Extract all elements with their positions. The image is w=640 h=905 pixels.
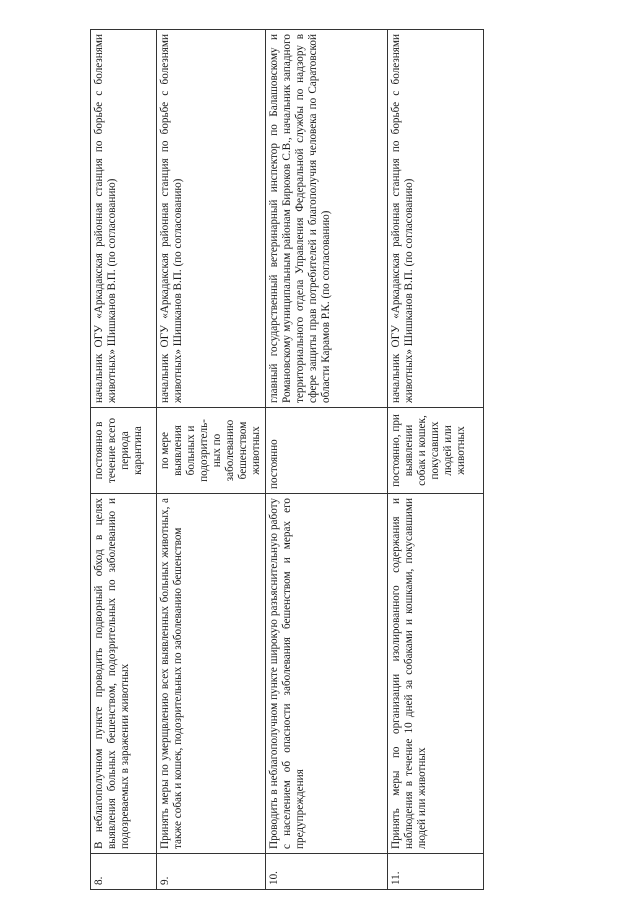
- measure-text: Проводить в неблагополучном пункте широкую разъяснительную работу с населением об опасности заболевания бешенством и мерах его предупреждения: [266, 494, 388, 854]
- responsible-text: главный государственный ветеринарный инспектор по Балашовскому и Романовскому муниципальным районам Бирюков С.В., начальник западного территориального отдела Управления Федеральной службы по надзору в сфере защиты прав потребителей и благополучия человека по Саратовской области Карамов Р.К. (по согласованию): [266, 30, 388, 408]
- row-number: 8.: [91, 854, 157, 890]
- row-number: 11.: [388, 854, 484, 890]
- measure-text: Принять меры по организации изолированного содержания и наблюдения в течение 10 дней за собаками и кошками, покусавшими людей или животных: [388, 494, 484, 854]
- measure-text: В неблагополучном пункте проводить подворный обход в целях выявления больных бешенством, подозрительных по заболеванию и подозреваемых в заражении животных: [91, 494, 157, 854]
- term-text: постоянно: [266, 408, 388, 494]
- measures-table: [90, 29, 484, 890]
- responsible-text: начальник ОГУ «Аркадакская районная станция по борьбе с болезнями животных» Шишканов В.П. (по согласованию): [157, 30, 266, 408]
- term-text: по мере выявления больных и подозритель-ных по заболеванию бешенством животных: [157, 408, 266, 494]
- measure-text: Принять меры по умерщвлению всех выявленных больных животных, а также собак и кошек, подозрительных по заболеванию бешенством: [157, 494, 266, 854]
- term-text: постоянно, при выявлении собак и кошек, покусавших людей или животных: [388, 408, 484, 494]
- row-number: 9.: [157, 854, 266, 890]
- table-row: [388, 30, 484, 890]
- table-row: [157, 30, 266, 890]
- responsible-text: начальник ОГУ «Аркадакская районная станция по борьбе с болезнями животных» Шишканов В.П. (по согласованию): [91, 30, 157, 408]
- table-row: [91, 30, 157, 890]
- row-number: 10.: [266, 854, 388, 890]
- term-text: постоянно в течение всего периода карантина: [91, 408, 157, 494]
- rotated-table-sheet: [90, 30, 467, 890]
- responsible-text: начальник ОГУ «Аркадакская районная станция по борьбе с болезнями животных» Шишканов В.П. (по согласованию): [388, 30, 484, 408]
- table-row: [266, 30, 388, 890]
